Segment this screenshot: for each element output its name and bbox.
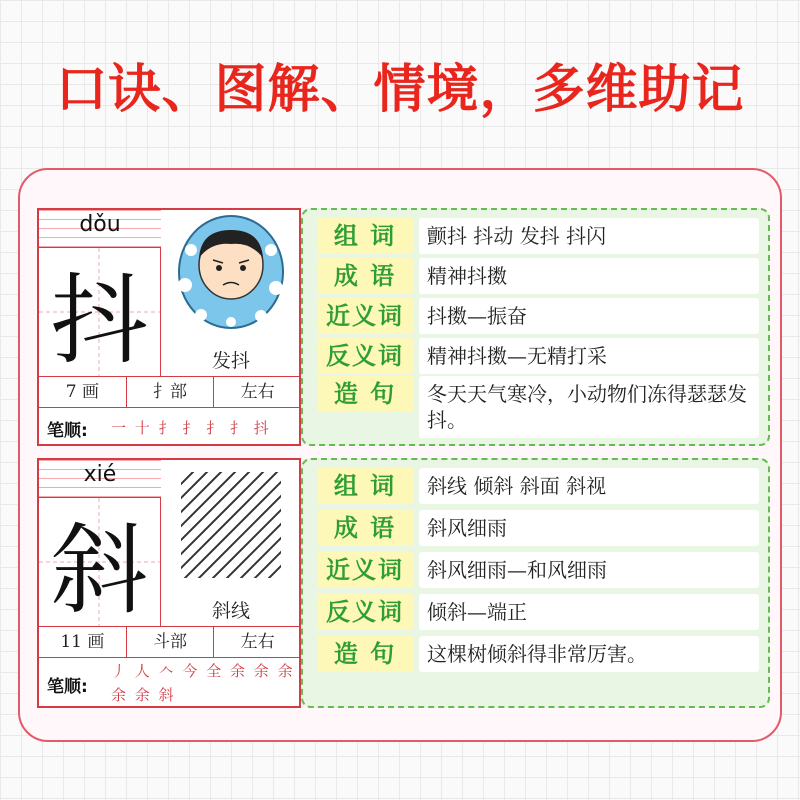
picture-box: [161, 210, 301, 376]
term-label: 成 语: [317, 510, 413, 546]
stroke-step: 人: [134, 662, 152, 680]
picture-label: 发抖: [211, 350, 250, 372]
stroke-order-sequence-cont: [111, 684, 176, 705]
term-row-compound: [317, 218, 759, 254]
term-label: 组 词: [317, 218, 413, 254]
vocab-panel-dou: [301, 208, 770, 446]
stroke-order-label: 笔顺:: [47, 677, 88, 697]
structure: 左右: [240, 382, 275, 402]
term-row-idiom: [317, 510, 759, 546]
stroke-order-sequence: [111, 660, 295, 681]
radical: 扌部: [127, 377, 215, 407]
term-row-synonym: [317, 298, 759, 334]
term-value: 抖擞—振奋: [419, 298, 759, 334]
term-label: 组 词: [317, 468, 413, 504]
term-value: 颤抖 抖动 发抖 抖闪: [419, 218, 759, 254]
term-value: 冬天天气寒冷，小动物们冻得瑟瑟发抖。: [419, 376, 759, 438]
term-label: 反义词: [317, 594, 413, 630]
term-label: 造 句: [317, 636, 413, 672]
pinyin-text: dǒu: [79, 212, 121, 237]
character-info-row: [39, 376, 301, 408]
term-row-synonym: [317, 552, 759, 588]
stroke-order-row: [39, 408, 301, 444]
stroke-step: 扌: [206, 419, 224, 437]
picture-label: 斜线: [211, 600, 250, 622]
main-character: 斜: [50, 513, 149, 628]
page-headline: 口诀、图解、情境，多维助记: [55, 60, 745, 120]
structure: 左右: [240, 632, 275, 652]
stroke-count: 11 画: [39, 627, 127, 657]
tianzige-box: [39, 248, 161, 376]
term-value: 倾斜—端正: [419, 594, 759, 630]
term-row-idiom: [317, 258, 759, 294]
stroke-step: 扌: [182, 419, 200, 437]
term-row-antonym: [317, 594, 759, 630]
stroke-step: 扌: [229, 419, 247, 437]
stroke-order-sequence: [111, 417, 271, 438]
term-value: 斜线 倾斜 斜面 斜视: [419, 468, 759, 504]
term-label: 近义词: [317, 298, 413, 334]
stroke-step: 丿: [111, 662, 129, 680]
main-character: 抖: [50, 263, 149, 378]
tianzige-box: [39, 498, 161, 626]
shivering-child-icon: [161, 210, 301, 340]
stroke-step: 十: [134, 419, 152, 437]
stroke-step: 抖: [253, 419, 271, 437]
stroke-step: 扌: [158, 419, 176, 437]
stroke-step: 𠆢: [158, 662, 176, 680]
stroke-step: 余: [111, 686, 129, 704]
term-row-sentence: [317, 636, 759, 672]
stroke-step: 全: [206, 662, 224, 680]
character-card-xie: [37, 458, 301, 708]
term-label: 成 语: [317, 258, 413, 294]
pinyin-text: xié: [83, 462, 117, 487]
stroke-step: 今: [182, 662, 200, 680]
radical: 斗部: [127, 627, 215, 657]
stroke-order-row: [39, 658, 301, 706]
stroke-step: 斜: [158, 686, 176, 704]
term-row-sentence: [317, 376, 759, 432]
term-label: 造 句: [317, 376, 413, 412]
stroke-step: 余: [253, 662, 271, 680]
picture-box: [161, 460, 301, 626]
term-value: 精神抖擞—无精打采: [419, 338, 759, 374]
stroke-order-label: 笔顺:: [47, 421, 88, 441]
term-label: 反义词: [317, 338, 413, 374]
term-value: 精神抖擞: [419, 258, 759, 294]
stroke-step: 余: [134, 686, 152, 704]
character-info-row: [39, 626, 301, 658]
term-row-antonym: [317, 338, 759, 374]
term-row-compound: [317, 468, 759, 504]
stroke-step: 余: [229, 662, 247, 680]
stroke-step: 一: [111, 419, 129, 437]
term-value: 这棵树倾斜得非常厉害。: [419, 636, 759, 672]
stroke-count: 7 画: [39, 377, 127, 407]
term-label: 近义词: [317, 552, 413, 588]
term-value: 斜风细雨: [419, 510, 759, 546]
diagonal-lines-icon: [161, 460, 301, 590]
term-value: 斜风细雨—和风细雨: [419, 552, 759, 588]
character-card-dou: [37, 208, 301, 446]
vocab-panel-xie: [301, 458, 770, 708]
stroke-step: 余: [277, 662, 295, 680]
